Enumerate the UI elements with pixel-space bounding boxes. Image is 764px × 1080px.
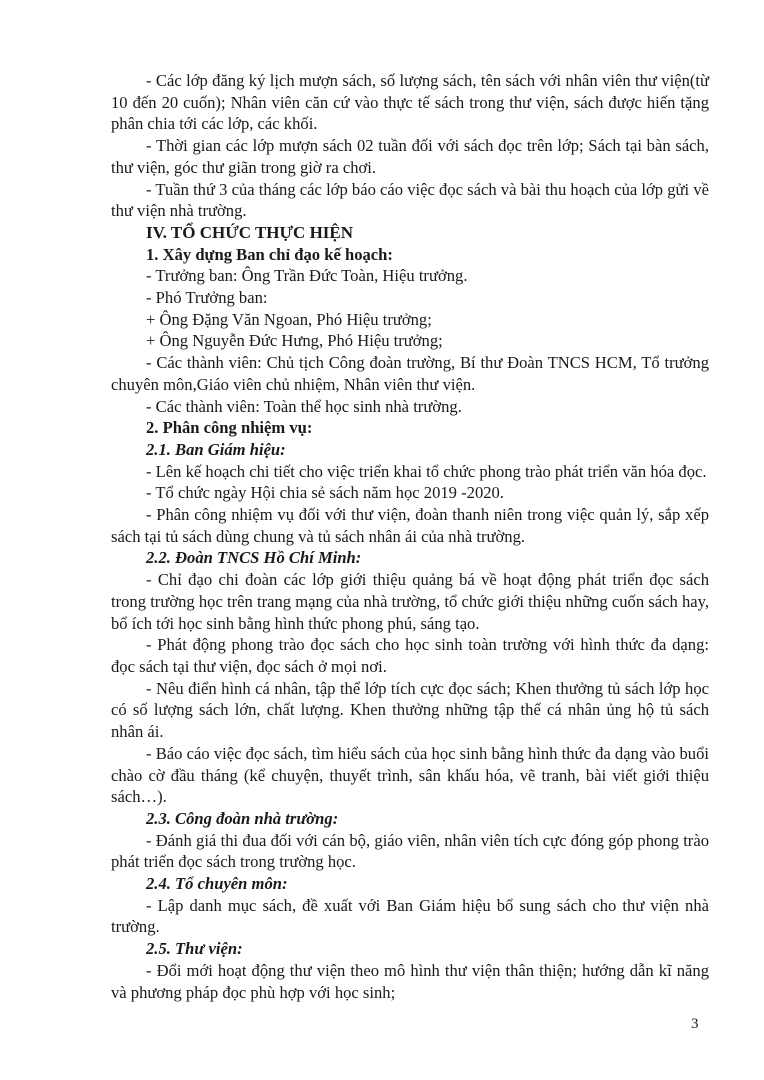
paragraph: - Lên kế hoạch chi tiết cho việc triển khai tổ chức phong trào phát triển văn hóa đọc. [146,461,707,481]
subsection-heading: 2.4. Tổ chuyên môn: [146,874,288,894]
paragraph: - Thời gian các lớp mượn sách 02 tuần đối với sách đọc trên lớp; Sách tại bàn sách, thư viện, góc thư giãn trong giờ ra chơi. [111,136,709,177]
subsection-heading: 2.2. Đoàn TNCS Hồ Chí Minh: [146,548,362,568]
paragraph: - Các thành viên: Chủ tịch Công đoàn trường, Bí thư Đoàn TNCS HCM, Tổ trưởng chuyên môn,Giáo viên chủ nhiệm, Nhân viên thư viện. [111,353,709,394]
subsection-heading: 2.3. Công đoàn nhà trường: [146,808,339,828]
section-heading: IV. TỔ CHỨC THỰC HIỆN [146,222,354,242]
page-number: 3 [691,1016,699,1032]
subsection-heading: 1. Xây dựng Ban chỉ đạo kế hoạch: [146,244,393,264]
paragraph: - Phó Trưởng ban: [146,288,268,308]
paragraph: - Tổ chức ngày Hội chia sẻ sách năm học 2019 -2020. [146,483,504,503]
paragraph: - Trưởng ban: Ông Trần Đức Toàn, Hiệu trưởng. [146,266,468,286]
subsection-heading: 2. Phân công nhiệm vụ: [146,418,313,438]
paragraph: + Ông Nguyễn Đức Hưng, Phó Hiệu trưởng; [146,331,443,351]
paragraph: - Lập danh mục sách, đề xuất với Ban Giám hiệu bổ sung sách cho thư viện nhà trường. [111,895,709,937]
paragraph: - Báo cáo việc đọc sách, tìm hiểu sách của học sinh bằng hình thức đa dạng vào buổi chào cờ đầu tháng (kể chuyện, thuyết trình, sân khấu hóa, vẽ tranh, bài viết giới thiệu sách…). [111,743,709,807]
paragraph: - Chỉ đạo chi đoàn các lớp giới thiệu quảng bá về hoạt động phát triển đọc sách trong trường học trên trang mạng của nhà trường, tổ chức giới thiệu những cuốn sách hay, bổ ích tới học sinh bằng hình thức phong phú, sáng tạo. [111,570,709,633]
document-page [111,70,709,1003]
paragraph: - Phát động phong trào đọc sách cho học sinh toàn trường với hình thức đa dạng: đọc sách tại thư viện, đọc sách ở mọi nơi. [111,635,709,676]
paragraph: - Đổi mới hoạt động thư viện theo mô hình thư viện thân thiện; hướng dẫn kĩ năng và phương pháp đọc phù hợp với học sinh; [111,960,709,1002]
subsection-heading: 2.5. Thư viện: [146,939,243,959]
paragraph: - Phân công nhiệm vụ đối với thư viện, đoàn thanh niên trong việc quản lý, sắp xếp sách tại tủ sách dùng chung và tủ sách nhân ái của nhà trường. [111,505,709,546]
paragraph: - Các thành viên: Toàn thể học sinh nhà trường. [146,396,462,416]
paragraph: - Nêu điển hình cá nhân, tập thể lớp tích cực đọc sách; Khen thưởng tủ sách lớp học có số lượng sách lớn, chất lượng. Khen thưởng những tập thể cá nhân ủng hộ tủ sách nhân ái. [111,678,709,742]
paragraph: + Ông Đặng Văn Ngoan, Phó Hiệu trưởng; [146,309,432,329]
paragraph: - Các lớp đăng ký lịch mượn sách, số lượng sách, tên sách với nhân viên thư viện(từ 10 đến 20 cuốn); Nhân viên căn cứ vào thực tế sách trong thư viện, sách được hiến tặng phân chia tới các lớp, các khối. [111,71,709,134]
subsection-heading: 2.1. Ban Giám hiệu: [146,439,286,459]
paragraph: - Đánh giá thi đua đối với cán bộ, giáo viên, nhân viên tích cực đóng góp phong trào phát triển đọc sách trong trường học. [111,830,709,872]
paragraph: - Tuần thứ 3 của tháng các lớp báo cáo việc đọc sách và bài thu hoạch của lớp gửi về thư viện nhà trường. [111,179,709,221]
